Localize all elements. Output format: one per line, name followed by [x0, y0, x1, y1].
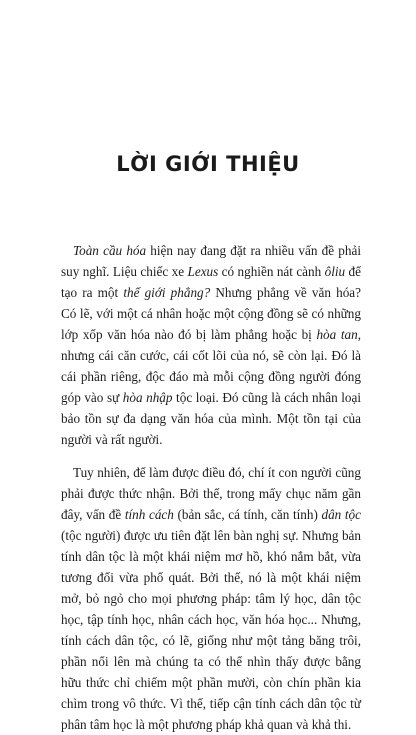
italic-text-run: dân tộc: [321, 507, 361, 522]
italic-text-run: hòa nhập: [122, 390, 173, 405]
italic-text-run: Toàn cầu hóa: [73, 243, 147, 258]
text-run: , nhưng cái căn cước, cái cốt lõi của nó, sẽ còn lại. Đó là cái phần riêng, độc đáo mà mỗi cộng đồng người đóng góp vào sự: [61, 327, 361, 405]
text-run: hiện nay đang đặt ra nhiều vấn đề phải suy nghĩ. Liệu chiếc xe: [61, 243, 361, 279]
text-run: (tộc người) được ưu tiên đặt lên bàn nghị sự. Nhưng bản tính dân tộc là một khái niệm mơ hồ, khó nắm bắt, vừa tương đối vừa phổ quát. Bởi thế, nó là một khái niệm mở, bỏ ngỏ cho mọi phương pháp: tâm lý học, dân tộc học, tập tính học, nhân cách học, văn hóa học... Nhưng, tính cách dân tộc, có lẽ, giống như một tảng băng trôi, phần nổi lên mà chúng ta có thể nhìn thấy được bằng hữu thức chỉ chiếm một phần mười, còn chín phần kia chìm trong vô thức. Vì thế, tiếp cận tính cách dân tộc từ phân tâm học là một phương pháp khả quan và khả thi.: [61, 528, 361, 732]
text-run: Tuy nhiên, để làm được điều đó, chí ít con người cũng phải được thức nhận. Bởi thế, trong mấy chục năm gần đây, vấn đề: [61, 465, 361, 522]
page-title: LỜI GIỚI THIỆU: [116, 152, 300, 176]
paragraph-2: [61, 462, 361, 735]
italic-text-run: Lexus: [187, 264, 219, 279]
italic-text-run: hòa tan: [316, 327, 358, 342]
text-run: tộc loại. Đó cũng là cách nhân loại bảo tồn sự đa dạng văn hóa của mình. Một tồn tại của người và rất người.: [61, 390, 361, 447]
text-run: Nhưng phẳng về văn hóa? Có lẽ, với một cá nhân hoặc một cộng đồng sẽ có những lớp xốp văn hóa nào đó bị làm phẳng hoặc bị: [61, 285, 362, 342]
text-run: (bản sắc, cá tính, căn tính): [173, 507, 322, 522]
body-text: [61, 240, 361, 735]
italic-text-run: ôliu: [324, 264, 346, 279]
italic-text-run: tính cách: [124, 507, 174, 522]
italic-text-run: thế giới phẳng?: [123, 285, 211, 300]
paragraph-1: [61, 240, 361, 450]
text-run: để tạo ra một: [61, 264, 361, 300]
text-run: có nghiền nát cành: [218, 264, 325, 279]
